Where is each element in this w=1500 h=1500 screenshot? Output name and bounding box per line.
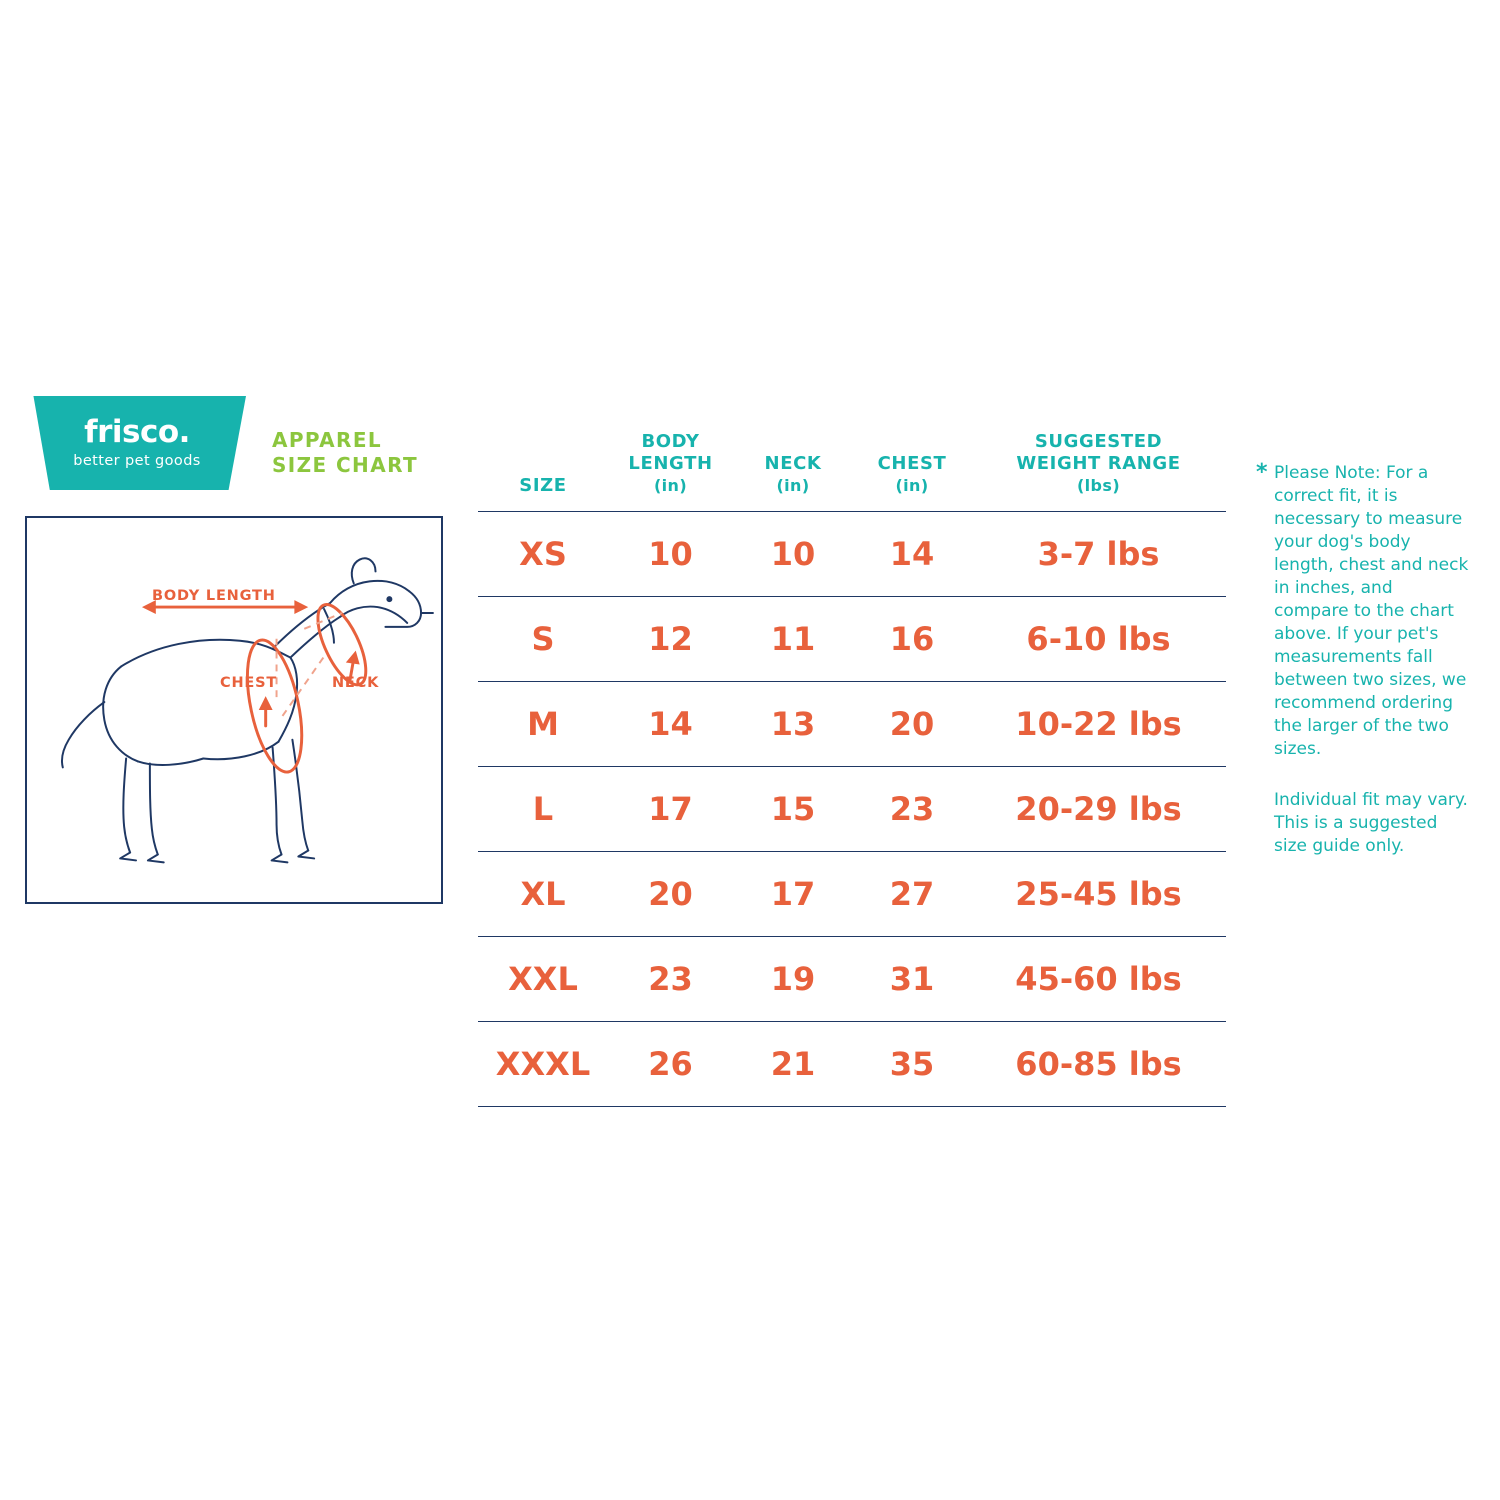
column-header-size — [478, 430, 608, 512]
cell-chest: 14 — [853, 512, 971, 597]
table-row — [478, 1022, 1226, 1107]
diagram-label-chest: CHEST — [220, 675, 278, 691]
cell-chest: 20 — [853, 682, 971, 767]
cell-body-length: 17 — [608, 767, 733, 852]
cell-neck: 11 — [733, 597, 853, 682]
brand-name: frisco. — [84, 414, 190, 450]
cell-body-length: 10 — [608, 512, 733, 597]
cell-neck: 17 — [733, 852, 853, 937]
cell-weight: 3-7 lbs — [971, 512, 1226, 597]
cell-neck: 13 — [733, 682, 853, 767]
table-row — [478, 682, 1226, 767]
page-title-line2: SIZE CHART — [272, 453, 419, 477]
cell-size: L — [478, 767, 608, 852]
frisco-logo — [28, 396, 246, 490]
page-title-line1: APPAREL — [272, 428, 383, 452]
cell-chest: 31 — [853, 937, 971, 1022]
cell-weight: 20-29 lbs — [971, 767, 1226, 852]
cell-chest: 27 — [853, 852, 971, 937]
size-chart-table-wrapper — [478, 430, 1226, 1107]
cell-chest: 23 — [853, 767, 971, 852]
page-title — [272, 428, 492, 478]
cell-neck: 15 — [733, 767, 853, 852]
column-header-weight — [971, 430, 1226, 512]
table-row — [478, 767, 1226, 852]
table-row — [478, 597, 1226, 682]
column-header-body-length — [608, 430, 733, 512]
note-primary: Please Note: For a correct fit, it is necessary to measure your dog's body length, chest and neck in inches, and compare to the chart above. If your pet's measurements fall between two sizes, we recommend ordering the larger of the two sizes. — [1274, 463, 1469, 759]
column-header-chest — [853, 430, 971, 512]
column-header-neck-line1: NECK — [764, 453, 822, 474]
table-row — [478, 512, 1226, 597]
column-header-weight-line2: WEIGHT RANGE — [1016, 453, 1181, 474]
cell-size: M — [478, 682, 608, 767]
diagram-label-neck: NECK — [332, 675, 380, 691]
table-body — [478, 512, 1226, 1107]
cell-neck: 19 — [733, 937, 853, 1022]
column-header-chest-unit: (in) — [895, 476, 929, 495]
diagram-label-body-length: BODY LENGTH — [152, 588, 276, 604]
cell-size: S — [478, 597, 608, 682]
cell-neck: 21 — [733, 1022, 853, 1107]
cell-chest: 35 — [853, 1022, 971, 1107]
cell-neck: 10 — [733, 512, 853, 597]
column-header-chest-line1: CHEST — [877, 453, 947, 474]
fit-notes — [1256, 462, 1471, 858]
cell-weight: 60-85 lbs — [971, 1022, 1226, 1107]
column-header-weight-line1: SUGGESTED — [1034, 431, 1163, 452]
table-row — [478, 937, 1226, 1022]
cell-body-length: 26 — [608, 1022, 733, 1107]
column-header-neck — [733, 430, 853, 512]
brand-tagline: better pet goods — [73, 453, 201, 469]
cell-size: XL — [478, 852, 608, 937]
cell-weight: 6-10 lbs — [971, 597, 1226, 682]
table-row — [478, 852, 1226, 937]
cell-body-length: 20 — [608, 852, 733, 937]
table-header — [478, 430, 1226, 512]
cell-size: XXL — [478, 937, 608, 1022]
dog-measurement-diagram — [25, 516, 443, 904]
note-secondary: Individual fit may vary. This is a suggested size guide only. — [1274, 790, 1468, 856]
cell-weight: 45-60 lbs — [971, 937, 1226, 1022]
column-header-body-length-unit: (in) — [653, 476, 688, 495]
column-header-body-length-line1: BODY — [641, 431, 700, 452]
column-header-neck-unit: (in) — [776, 476, 810, 495]
cell-body-length: 12 — [608, 597, 733, 682]
cell-size: XS — [478, 512, 608, 597]
table-header-row — [478, 430, 1226, 512]
asterisk-marker: * — [1256, 460, 1268, 485]
cell-weight: 10-22 lbs — [971, 682, 1226, 767]
cell-body-length: 14 — [608, 682, 733, 767]
cell-weight: 25-45 lbs — [971, 852, 1226, 937]
cell-chest: 16 — [853, 597, 971, 682]
column-header-weight-unit: (lbs) — [1076, 476, 1121, 495]
column-header-size-line1: SIZE — [519, 475, 567, 496]
dog-illustration-icon — [27, 518, 441, 902]
cell-size: XXXL — [478, 1022, 608, 1107]
cell-body-length: 23 — [608, 937, 733, 1022]
size-chart-table — [478, 430, 1226, 1107]
column-header-body-length-line2: LENGTH — [628, 453, 713, 474]
